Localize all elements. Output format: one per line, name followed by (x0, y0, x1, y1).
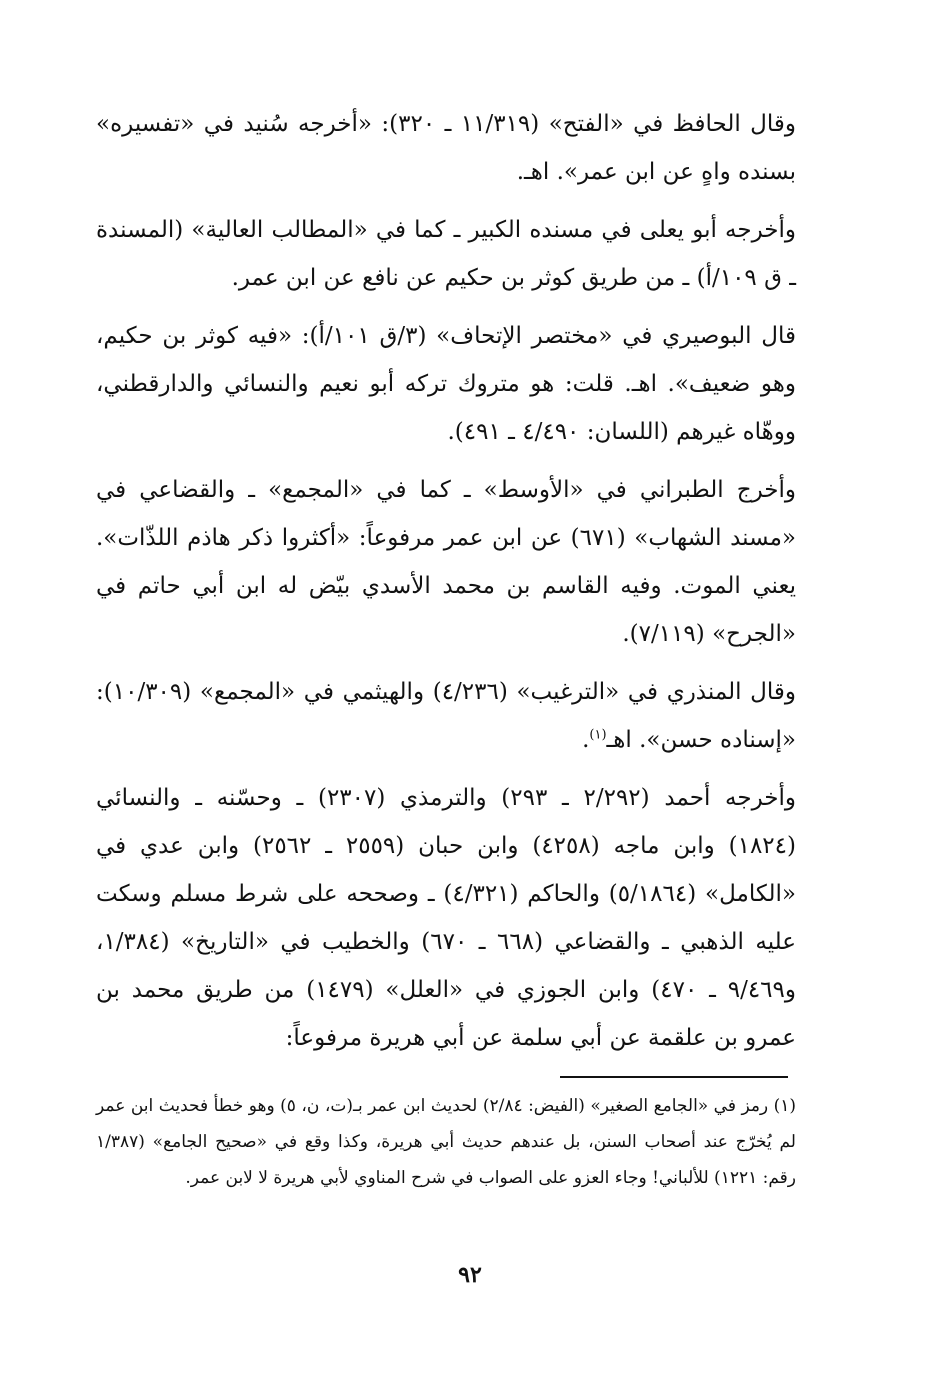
paragraph-2: وأخرجه أبو يعلى في مسنده الكبير ـ كما في «المطالب العالية» (المسندة ـ ق ١٠٩/أ) ـ من طريق كوثر بن حكيم عن نافع عن ابن عمر. (96, 217, 796, 291)
footnote-divider (560, 1076, 788, 1078)
paragraph-1: وقال الحافظ في «الفتح» (١١/٣١٩ ـ ٣٢٠): «أخرجه سُنيد في «تفسيره» بسنده واهٍ عن ابن عمر». اهـ. (96, 111, 796, 185)
footnote: (١) رمز في «الجامع الصغير» (الفيض: ٢/٨٤) لحديث ابن عمر بـ(ت، ن، ٥) وهو خطأ فحديث ابن عمر لم يُخرّج عند أصحاب السنن، بل عندهم حديث أبي هريرة، وكذا وقع في «صحيح الجامع» (١/٣٨٧ رقم: ١٢٢١) للألباني! وجاء العزو على الصواب في شرح المناوي لأبي هريرة لا لابن عمر. (96, 1096, 797, 1188)
paragraph-5-text: وقال المنذري في «الترغيب» (٤/٢٣٦) والهيثمي في «المجمع» (١٠/٣٠٩): «إسناده حسن». اهـ (96, 679, 796, 753)
paragraph-3: قال البوصيري في «مختصر الإتحاف» (٣/ق ١٠١/أ): «فيه كوثر بن حكيم، وهو ضعيف». اهـ. قلت: هو متروك تركه أبو نعيم والنسائي والدارقطني، ووهّاه غيرهم (اللسان: ٤/٤٩٠ ـ ٤٩١). (96, 323, 796, 445)
paragraph-5: وقال المنذري في «الترغيب» (٤/٢٣٦) والهيثمي في «المجمع» (١٠/٣٠٩): «إسناده حسن». اهـ$^{(١)}$. (96, 679, 796, 753)
paragraph-6: وأخرجه أحمد (٢/٢٩٢ ـ ٢٩٣) والترمذي (٢٣٠٧) ـ وحسّنه ـ والنسائي (١٨٢٤) وابن ماجه (٤٢٥٨) وابن حبان (٢٥٥٩ ـ ٢٥٦٢) وابن عدي في «الكامل» (٥/١٨٦٤) والحاكم (٤/٣٢١) ـ وصححه على شرط مسلم وسكت عليه الذهبي ـ والقضاعي (٦٦٨ ـ ٦٧٠) والخطيب في «التاريخ» (١/٣٨٤، و٩/٤٦٩ ـ ٤٧٠) وابن الجوزي في «العلل» (١٤٧٩) من طريق محمد بن عمرو بن علقمة عن أبي سلمة عن أبي هريرة مرفوعاً: (96, 785, 796, 1051)
paragraph-4: وأخرج الطبراني في «الأوسط» ـ كما في «المجمع» ـ والقضاعي في «مسند الشهاب» (٦٧١) عن ابن عمر مرفوعاً: «أكثروا ذكر هاذم اللذّات». يعني الموت. وفيه القاسم بن محمد الأسدي بيّض له ابن أبي حاتم في «الجرح» (٧/١١٩). (96, 477, 796, 647)
main-text (96, 100, 796, 1072)
footnote-reference: (١) (589, 727, 607, 743)
page-number: ٩٢ (458, 1262, 482, 1288)
